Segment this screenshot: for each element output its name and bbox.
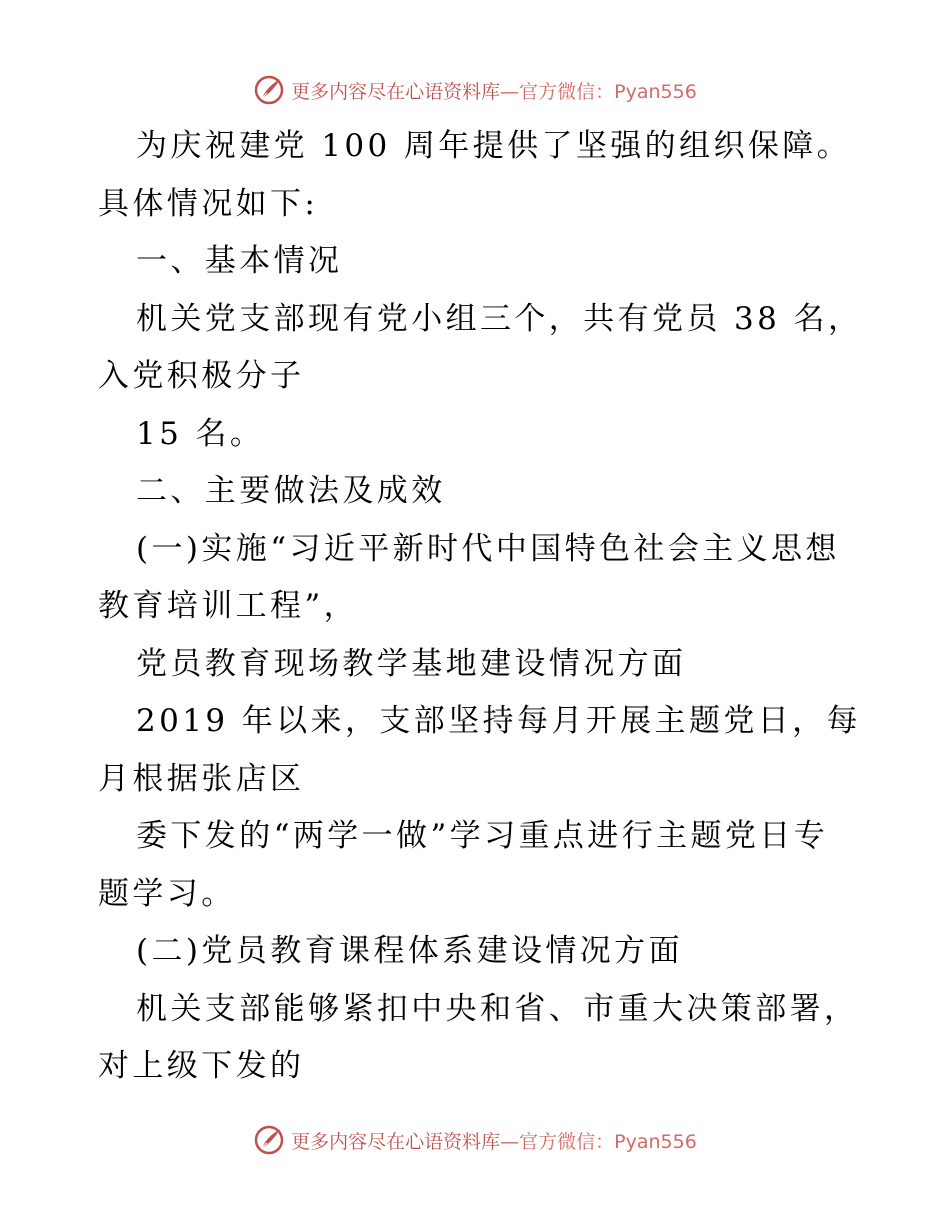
- text-line: 委下发的“两学一做”学习重点进行主题党日专: [136, 818, 829, 854]
- watermark-separator: —: [500, 1130, 520, 1153]
- document-body: [98, 118, 863, 1096]
- header-watermark: [0, 70, 950, 110]
- watermark-separator: —: [500, 80, 520, 103]
- text-line: 机关支部能够紧扣中央和省、市重大决策部署，: [136, 990, 859, 1027]
- quill-circle-icon: [253, 74, 285, 106]
- watermark-contact-text: 官方微信：Pyan556: [519, 1130, 697, 1153]
- subsection-heading: (二)党员教育课程体系建设情况方面: [136, 933, 683, 969]
- text-line: 机关党支部现有党小组三个，共有党员 38 名，: [136, 300, 863, 337]
- watermark-main-text: 更多内容尽在心语资料库: [291, 1130, 501, 1153]
- section-heading: 二、主要做法及成效: [136, 473, 446, 509]
- text-line: 教育培训工程”，: [98, 588, 359, 624]
- watermark-contact-text: 官方微信：Pyan556: [519, 80, 697, 103]
- subsection-heading: (一)实施“习近平新时代中国特色社会主义思想: [136, 530, 840, 567]
- quill-circle-icon: [253, 1124, 285, 1156]
- watermark-main-text: 更多内容尽在心语资料库: [291, 80, 501, 103]
- text-line: 党员教育现场教学基地建设情况方面: [136, 645, 687, 682]
- text-line: 具体情况如下:: [98, 185, 319, 222]
- footer-watermark: [0, 1120, 950, 1160]
- text-line: 对上级下发的: [98, 1048, 305, 1084]
- text-line: 为庆祝建党 100 周年提供了坚强的组织保障。: [136, 128, 852, 164]
- text-line: 2019 年以来，支部坚持每月开展主题党日，每: [136, 703, 861, 739]
- text-line: 月根据张店区: [98, 760, 305, 797]
- section-heading: 一、基本情况: [136, 243, 343, 279]
- text-line: 15 名。: [136, 415, 265, 452]
- text-line: 题学习。: [98, 875, 236, 912]
- text-line: 入党积极分子: [98, 358, 305, 394]
